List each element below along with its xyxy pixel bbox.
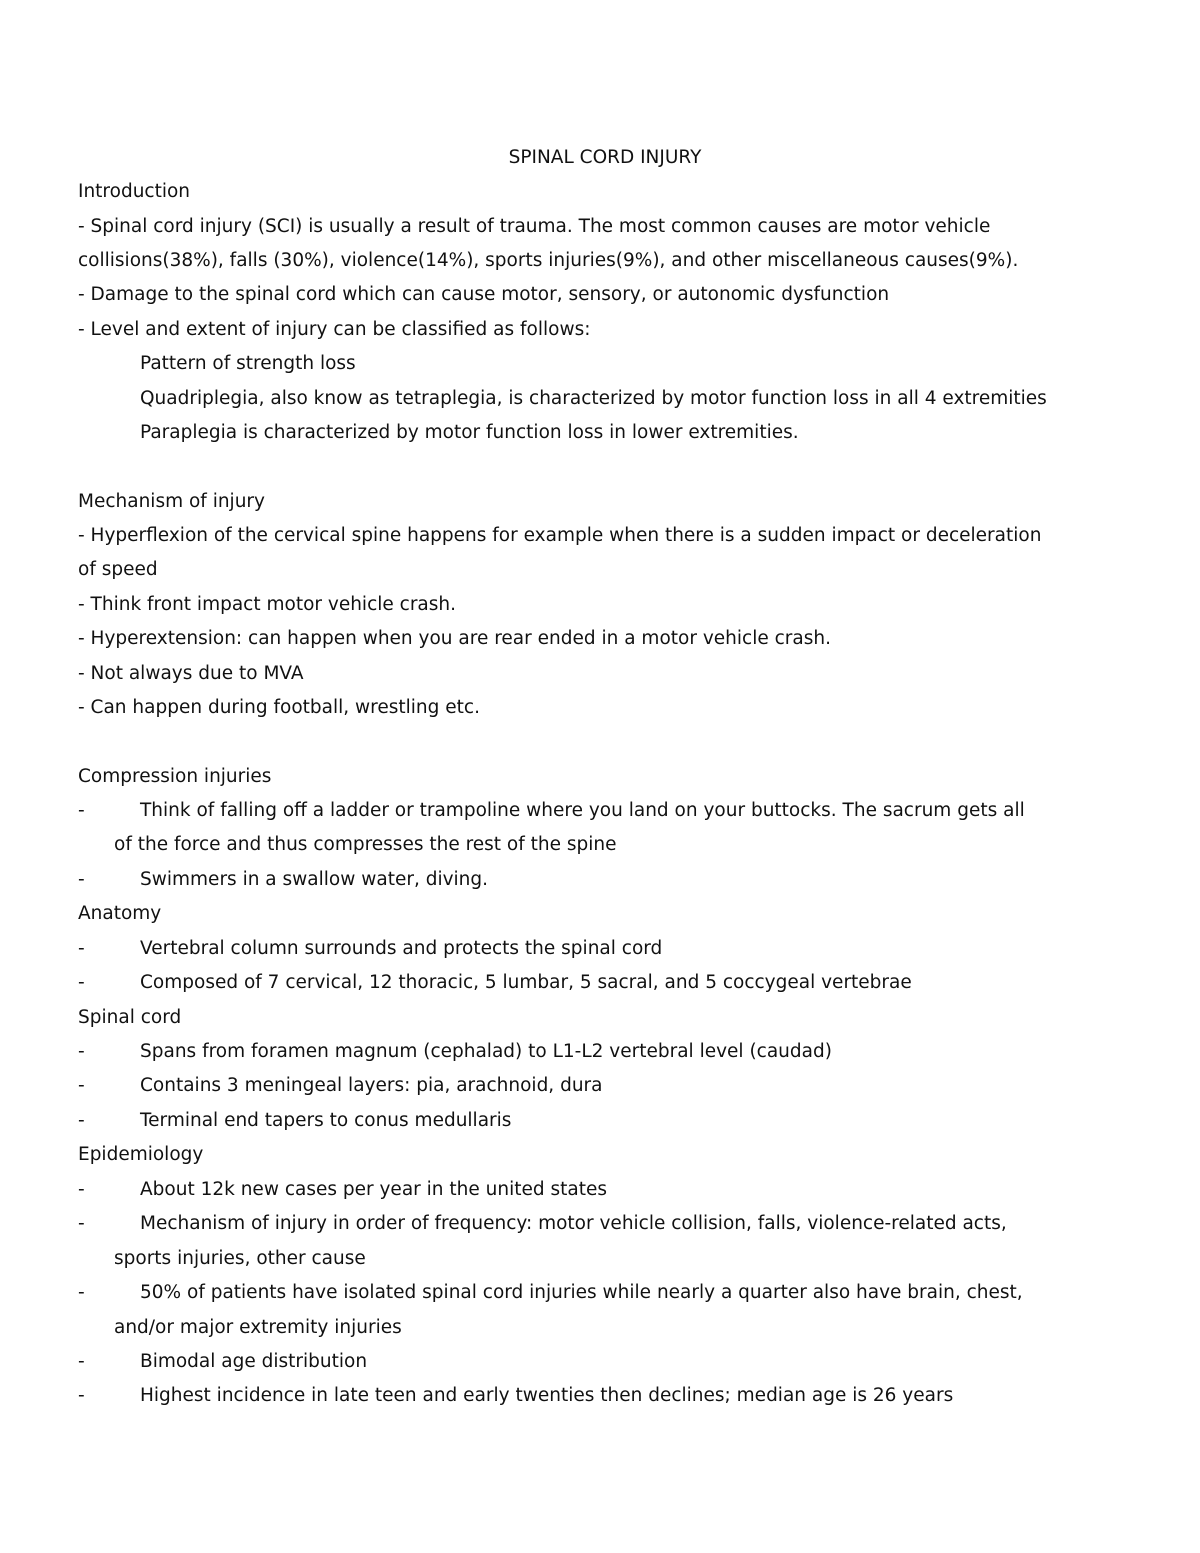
intro-sub-line: Pattern of strength loss — [140, 353, 356, 374]
list-item: Spans from foramen magnum (cephalad) to L1-L2 vertebral level (caudad) — [140, 1041, 832, 1062]
list-bullet: - — [78, 1351, 85, 1372]
list-bullet: - — [78, 1213, 85, 1234]
mechanism-line: - Think front impact motor vehicle crash. — [78, 594, 457, 615]
list-item: Highest incidence in late teen and early twenties then declines; median age is 26 years — [140, 1385, 954, 1406]
mechanism-line: - Not always due to MVA — [78, 663, 304, 684]
list-bullet: - — [78, 1075, 85, 1096]
list-bullet: - — [78, 972, 85, 993]
intro-line: - Level and extent of injury can be classified as follows: — [78, 319, 591, 340]
list-bullet: - — [78, 938, 85, 959]
list-item-continuation: of the force and thus compresses the rest of the spine — [114, 834, 617, 855]
list-item: Bimodal age distribution — [140, 1351, 368, 1372]
intro-sub-line: Paraplegia is characterized by motor function loss in lower extremities. — [140, 422, 799, 443]
intro-line: - Damage to the spinal cord which can cause motor, sensory, or autonomic dysfunction — [78, 284, 890, 305]
mechanism-line: of speed — [78, 559, 158, 580]
list-item: Vertebral column surrounds and protects the spinal cord — [140, 938, 663, 959]
list-item: 50% of patients have isolated spinal cord injuries while nearly a quarter also have brain, chest, — [140, 1282, 1023, 1303]
list-bullet: - — [78, 1179, 85, 1200]
list-bullet: - — [78, 869, 85, 890]
list-item: Swimmers in a swallow water, diving. — [140, 869, 489, 890]
section-heading-spinal-cord: Spinal cord — [78, 1007, 182, 1028]
list-bullet: - — [78, 1110, 85, 1131]
list-bullet: - — [78, 800, 85, 821]
section-heading-epidemiology: Epidemiology — [78, 1144, 204, 1165]
list-item: Terminal end tapers to conus medullaris — [140, 1110, 512, 1131]
list-bullet: - — [78, 1385, 85, 1406]
list-bullet: - — [78, 1282, 85, 1303]
list-item-continuation: and/or major extremity injuries — [114, 1317, 402, 1338]
section-heading-compression: Compression injuries — [78, 766, 272, 787]
document-title: SPINAL CORD INJURY — [508, 147, 702, 168]
mechanism-line: - Hyperflexion of the cervical spine happens for example when there is a sudden impact or deceleration — [78, 525, 1042, 546]
section-heading-introduction: Introduction — [78, 181, 191, 202]
list-item: Composed of 7 cervical, 12 thoracic, 5 lumbar, 5 sacral, and 5 coccygeal vertebrae — [140, 972, 912, 993]
list-bullet: - — [78, 1041, 85, 1062]
intro-line: collisions(38%), falls (30%), violence(14%), sports injuries(9%), and other miscellaneous causes(9%). — [78, 250, 1019, 271]
list-item-continuation: sports injuries, other cause — [114, 1248, 366, 1269]
section-heading-mechanism: Mechanism of injury — [78, 491, 265, 512]
mechanism-line: - Hyperextension: can happen when you are rear ended in a motor vehicle crash. — [78, 628, 831, 649]
list-item: Mechanism of injury in order of frequency: motor vehicle collision, falls, violence-related acts, — [140, 1213, 1007, 1234]
intro-sub-line: Quadriplegia, also know as tetraplegia, is characterized by motor function loss in all 4 extremities — [140, 388, 1047, 409]
list-item: Contains 3 meningeal layers: pia, arachnoid, dura — [140, 1075, 603, 1096]
intro-line: - Spinal cord injury (SCI) is usually a result of trauma. The most common causes are motor vehicle — [78, 216, 991, 237]
list-item: Think of falling off a ladder or trampoline where you land on your buttocks. The sacrum gets all — [140, 800, 1025, 821]
mechanism-line: - Can happen during football, wrestling etc. — [78, 697, 480, 718]
list-item: About 12k new cases per year in the united states — [140, 1179, 607, 1200]
section-heading-anatomy: Anatomy — [78, 903, 162, 924]
